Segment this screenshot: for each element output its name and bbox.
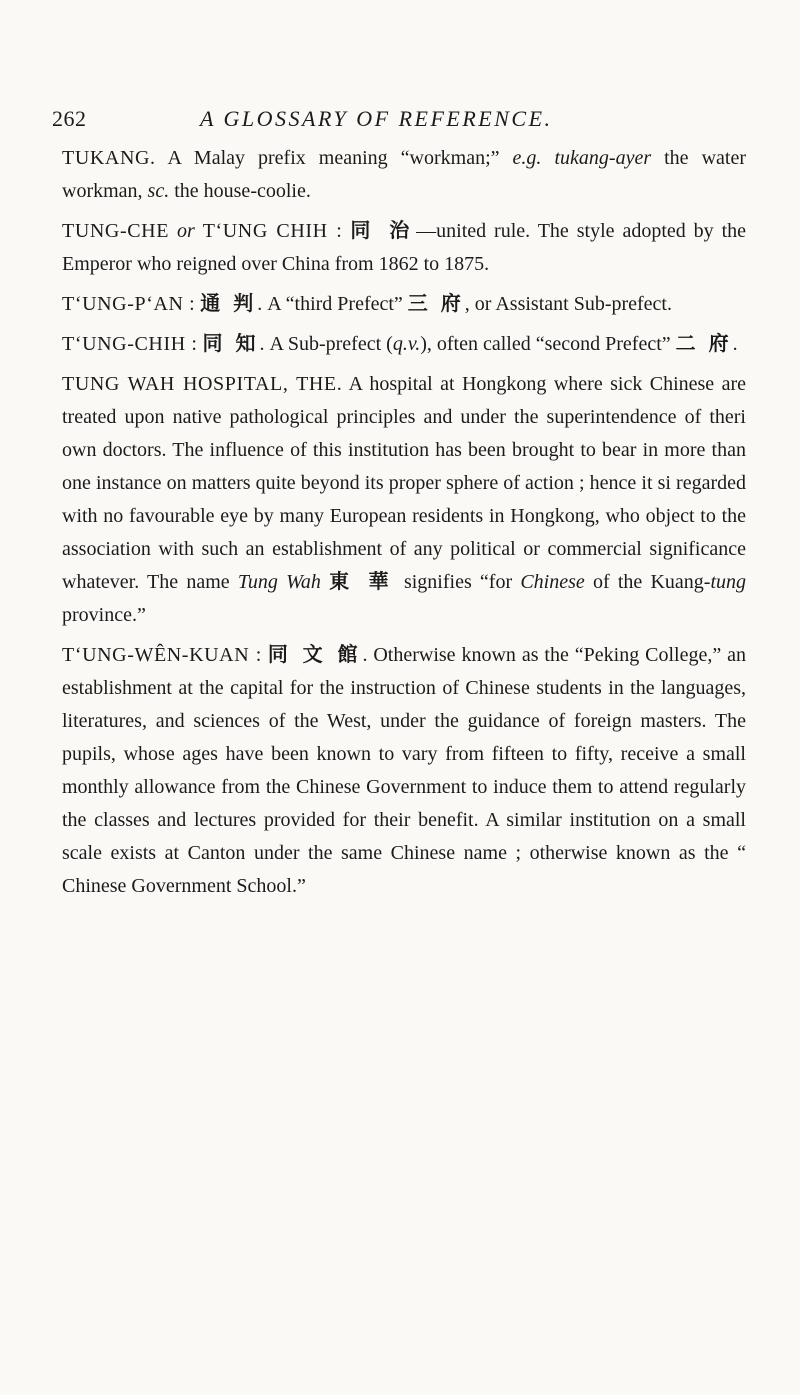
entry-italic: tung	[710, 571, 747, 593]
entry-tung-che	[62, 215, 746, 281]
page-header	[52, 106, 752, 136]
headword: TUKANG.	[62, 147, 156, 169]
chinese-characters: 通 判	[200, 293, 258, 315]
entry-italic: e.g.	[512, 147, 542, 169]
entry-text: . Otherwise known as the “Peking College,” an establishment at the capital for the instruction of Chinese students in the languages, literatures, and sciences of the West, under the guidance of foreign masters. The pupils, whose ages have been known to vary from fifteen to fifty, receive a small monthly allowance from the Chinese Government to induce them to attend regularly the classes and lectures provided for their benefit. A similar institution on a small scale exists at Canton under the same Chinese name ; otherwise known as the “ Chinese Government School.”	[62, 644, 746, 897]
entry-text: the house-coolie.	[169, 180, 311, 202]
entry-text: A hospital at Hongkong where sick Chinese are treated upon native pathological principles and under the superintendence of theri own doctors. The influence of this institution has been brought to bear in more than one instance on matters quite beyond its proper sphere of action ; hence it si regarded with no favourable eye by many European residents in Hongkong, who object to the association with such an establishment of any political or commercial significance whatever. The name	[62, 373, 746, 593]
entry-text: . A “third Prefect”	[257, 293, 408, 315]
entry-text: —united rule. The style adopted by the Emperor who reigned over China from 1862 to 1875.	[62, 220, 747, 275]
headword-alt: T‘UNG CHIH :	[202, 220, 343, 242]
headword: T‘UNG-WÊN-KUAN :	[62, 644, 262, 666]
entry-italic: tukang-ayer	[554, 147, 652, 169]
chinese-characters: 東 華	[329, 571, 396, 593]
headword: T‘UNG-CHIH :	[62, 333, 198, 355]
glossary-entries	[62, 142, 746, 910]
entry-tung-chih	[62, 328, 746, 361]
entry-text: , or Assistant Sub-prefect.	[464, 293, 672, 315]
entry-text: .	[732, 333, 738, 355]
chinese-characters: 同 治	[350, 220, 417, 242]
chinese-characters: 三 府	[407, 293, 465, 315]
entry-italic: sc.	[147, 180, 170, 202]
entry-text	[541, 147, 554, 169]
entry-text: A Malay prefix meaning “workman;”	[155, 147, 513, 169]
entry-tung-wen-kuan	[62, 639, 746, 903]
entry-text: the water workman,	[62, 147, 746, 202]
entry-italic: q.v.	[392, 333, 421, 355]
entry-tukang	[62, 142, 746, 208]
entry-italic: Tung Wah	[237, 571, 321, 593]
entry-text: signifies “for	[395, 571, 521, 593]
entry-italic: or	[176, 220, 195, 242]
page-number: 262	[52, 106, 87, 131]
entry-text: ), often called “second Prefect”	[420, 333, 676, 355]
entry-italic: Chinese	[520, 571, 585, 593]
headword: TUNG-CHE	[62, 220, 170, 242]
entry-text: . A Sub-prefect (	[259, 333, 393, 355]
entry-text: of the Kuang-	[584, 571, 711, 593]
headword: TUNG WAH HOSPITAL, THE.	[62, 373, 343, 395]
entry-tung-wah-hospital	[62, 368, 746, 632]
running-title: A GLOSSARY OF REFERENCE.	[200, 106, 553, 131]
headword: T‘UNG-P‘AN :	[62, 293, 196, 315]
chinese-characters: 同 知	[202, 333, 260, 355]
chinese-characters: 同 文 館	[267, 644, 363, 666]
chinese-characters: 二 府	[675, 333, 733, 355]
entry-tung-pan	[62, 288, 746, 321]
entry-text: province.”	[62, 604, 146, 626]
